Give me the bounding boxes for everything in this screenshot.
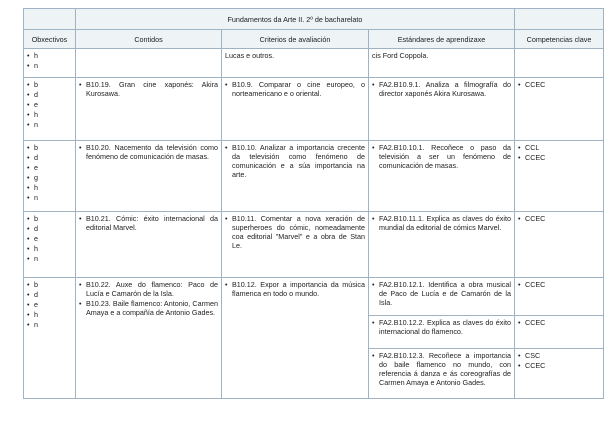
estandar-item: • FA2.B10.12.3. Recoñece a importancia do baile flamenco no mundo, con referencia á danza e ás coreografías de Carmen Amaya e Antonio Gades.: [372, 351, 511, 387]
estandar-item: • FA2.B10.12.1. Identifica a obra musical de Paco de Lucía e de Camarón de la Isla.: [372, 280, 511, 307]
title-row: [24, 9, 604, 30]
criterio-item: • B10.12. Expor a importancia da música flamenca en todo o mundo.: [225, 280, 365, 298]
list-item: • n: [27, 320, 72, 329]
competencias-cell: [515, 78, 604, 141]
list-item: • d: [27, 224, 72, 233]
contidos-cell: [76, 49, 222, 78]
competencia-item: • CCEC: [518, 80, 600, 89]
estandares-cell: [369, 78, 515, 141]
estandar-item: • FA2.B10.10.1. Recoñece o paso da televisión a ser un fenómeno de comunicación de masas.: [372, 143, 511, 170]
criterios-cell: [222, 212, 369, 278]
list-item: • d: [27, 290, 72, 299]
competencia-item: • CCL: [518, 143, 600, 152]
list-item: • e: [27, 300, 72, 309]
contido-item: • B10.23. Baile flamenco: Antonio, Carmen Amaya e a compañía de Antonio Gades.: [79, 299, 218, 317]
competencias-cell: [515, 316, 604, 349]
list-item: • h: [27, 51, 72, 60]
list-item: • b: [27, 143, 72, 152]
estandares-cell: [369, 212, 515, 278]
list-item: • e: [27, 100, 72, 109]
list-item: • b: [27, 80, 72, 89]
competencia-item: • CSC: [518, 351, 600, 360]
estandar-item: • FA2.B10.12.2. Explica as claves do éxito internacional do flamenco.: [372, 318, 511, 336]
estandares-cell: [369, 349, 515, 399]
competencia-item: • CCEC: [518, 153, 600, 162]
table-row: [24, 278, 604, 316]
list-item: • n: [27, 254, 72, 263]
column-header-obxectivos: Obxectivos: [24, 30, 76, 49]
contido-item: • B10.21. Cómic: éxito internacional da editorial Marvel.: [79, 214, 218, 232]
competencias-cell: [515, 349, 604, 399]
obxectivos-cell: [24, 49, 76, 78]
estandares-cell: [369, 141, 515, 212]
obxectivos-cell: [24, 212, 76, 278]
criterio-item: • B10.10. Analizar a importancia crecente da televisión como fenómeno de comunicación e a súa importancia na arte.: [225, 143, 365, 179]
estandares-cell: [369, 278, 515, 316]
column-header-criterios: Criterios de avaliación: [222, 30, 369, 49]
criterios-cell: [222, 141, 369, 212]
competencias-cell: [515, 49, 604, 78]
contido-item: • B10.20. Nacemento da televisión como fenómeno de comunicación de masas.: [79, 143, 218, 161]
competencias-cell: [515, 278, 604, 316]
list-item: • n: [27, 61, 72, 70]
list-item: • d: [27, 90, 72, 99]
criterios-cell: [222, 278, 369, 399]
contido-item: • B10.19. Gran cine xaponés: Akira Kurosawa.: [79, 80, 218, 98]
contidos-cell: [76, 141, 222, 212]
curriculum-page: [23, 8, 604, 399]
criterios-cell: [222, 78, 369, 141]
criterio-item: • B10.11. Comentar a nova xeración de superheroes do cómic, nomeadamente coa editorial "Marvel" e a obra de Stan Le.: [225, 214, 365, 250]
list-item: • g: [27, 173, 72, 182]
competencia-item: • CCEC: [518, 214, 600, 223]
criterio-item: • B10.9. Comparar o cine europeo, o norteamericano e o oriental.: [225, 80, 365, 98]
list-item: • e: [27, 163, 72, 172]
column-header-competencias: Competencias clave: [515, 30, 604, 49]
competencia-item: • CCEC: [518, 280, 600, 289]
header-blank-cell: [515, 9, 604, 30]
list-item: • h: [27, 244, 72, 253]
curriculum-table: [23, 8, 604, 399]
estandar-item: • FA2.B10.9.1. Analiza a filmografía do director xaponés Akira Kurosawa.: [372, 80, 511, 98]
table-title: Fundamentos da Arte II. 2º de bacharelato: [76, 9, 515, 30]
estandar-text: cis Ford Coppola.: [372, 51, 429, 60]
obxectivos-cell: [24, 141, 76, 212]
estandares-cell: [369, 316, 515, 349]
contidos-cell: [76, 278, 222, 399]
contidos-cell: [76, 78, 222, 141]
list-item: • d: [27, 153, 72, 162]
list-item: • b: [27, 214, 72, 223]
column-header-contidos: Contidos: [76, 30, 222, 49]
criterios-cell: [222, 49, 369, 78]
column-header-estandares: Estándares de aprendizaxe: [369, 30, 515, 49]
contido-item: • B10.22. Auxe do flamenco: Paco de Lucía e Camarón de la Isla.: [79, 280, 218, 298]
column-header-row: [24, 30, 604, 49]
obxectivos-cell: [24, 78, 76, 141]
table-row: [24, 212, 604, 278]
list-item: • n: [27, 120, 72, 129]
competencia-item: • CCEC: [518, 318, 600, 327]
table-row: [24, 141, 604, 212]
header-blank-cell: [24, 9, 76, 30]
criterio-text: Lucas e outros.: [225, 51, 275, 60]
list-item: • h: [27, 110, 72, 119]
estandar-item: • FA2.B10.11.1. Explica as claves do éxito mundial da editorial de cómics Marvel.: [372, 214, 511, 232]
table-row: [24, 78, 604, 141]
list-item: • e: [27, 234, 72, 243]
competencias-cell: [515, 141, 604, 212]
competencia-item: • CCEC: [518, 361, 600, 370]
estandares-cell: [369, 49, 515, 78]
contidos-cell: [76, 212, 222, 278]
list-item: • h: [27, 310, 72, 319]
list-item: • h: [27, 183, 72, 192]
obxectivos-cell: [24, 278, 76, 399]
list-item: • b: [27, 280, 72, 289]
competencias-cell: [515, 212, 604, 278]
list-item: • n: [27, 193, 72, 202]
table-row: [24, 49, 604, 78]
